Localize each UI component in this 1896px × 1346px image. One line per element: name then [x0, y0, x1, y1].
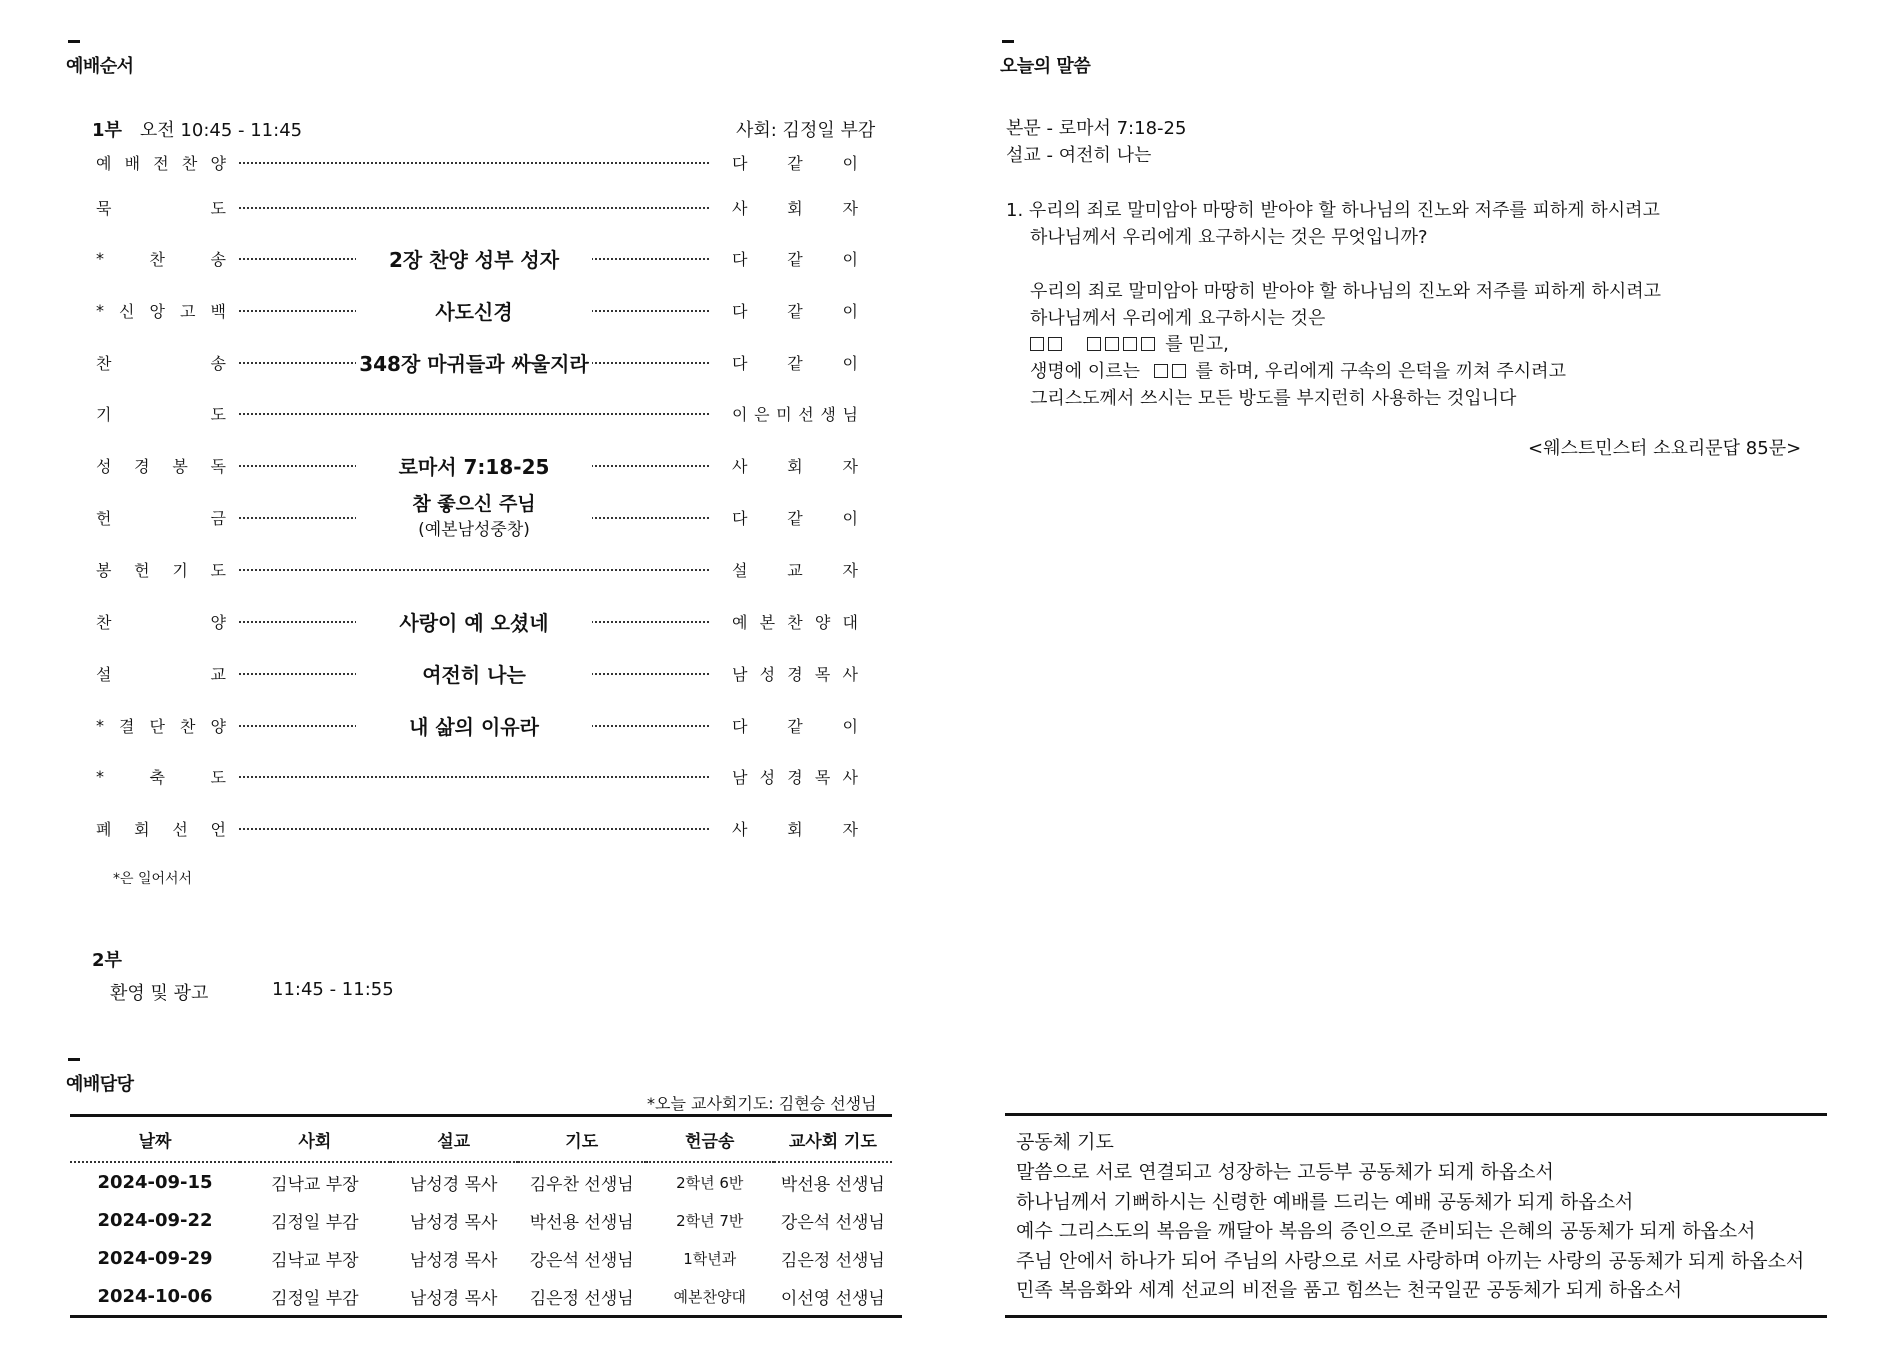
- blank-box-icon: [1087, 334, 1159, 355]
- duty-cell: 김우찬 선생님: [529, 1174, 634, 1195]
- order-item-leader: 다 같 이: [732, 353, 858, 373]
- duty-header-cell: 설교: [390, 1117, 518, 1162]
- duty-cell: 1학년과: [683, 1249, 737, 1268]
- part2-item: 환영 및 광고: [110, 983, 209, 1004]
- duty-table: [70, 1117, 892, 1315]
- duty-cell: 남성경 목사: [409, 1288, 498, 1309]
- order-item-label: 예 배 전 찬 양: [96, 153, 226, 173]
- order-item: [96, 148, 864, 176]
- table-row: [70, 1239, 892, 1277]
- prayer-line: 민족 복음화와 세계 선교의 비전을 품고 힘쓰는 천국일꾼 공동체가 되게 하옵소서: [1016, 1279, 1683, 1301]
- order-item: [96, 659, 864, 687]
- catechism-question-line1: 1. 우리의 죄로 말미암아 마땅히 받아야 할 하나님의 진노와 저주를 피하게 하시려고: [1006, 200, 1660, 221]
- standing-note: *은 일어서서: [113, 871, 193, 887]
- catechism-question-line2: 하나님께서 우리에게 요구하시는 것은 무엇입니까?: [1030, 227, 1428, 248]
- catechism-answer-line1: 우리의 죄로 말미암아 마땅히 받아야 할 하나님의 진노와 저주를 피하게 하시려고: [1030, 281, 1662, 302]
- prayer-bottom-rule: [1005, 1315, 1827, 1318]
- order-item-label: 찬 양: [96, 612, 226, 632]
- duty-header-cell: 날짜: [70, 1117, 240, 1162]
- order-item-label: 헌 금: [96, 508, 226, 528]
- section-marker: [68, 1058, 80, 1061]
- duty-header-cell: 기도: [518, 1117, 646, 1162]
- sermon-title: 설교 - 여전히 나는: [1006, 145, 1152, 166]
- duty-cell: 남성경 목사: [409, 1174, 498, 1195]
- duty-header-cell: 사회: [240, 1117, 390, 1162]
- duty-cell: 이선영 선생님: [780, 1288, 885, 1309]
- order-item: [96, 348, 864, 376]
- duty-cell: 강은석 선생님: [529, 1250, 634, 1271]
- duty-cell: 김낙교 부장: [271, 1250, 359, 1271]
- order-item: [96, 451, 864, 479]
- catechism-answer-line3: 를 믿고,: [1030, 331, 1229, 358]
- dotted-leader: [239, 569, 709, 571]
- order-item-label: 기 도: [96, 404, 226, 424]
- table-row: [70, 1277, 892, 1315]
- table-row: [70, 1201, 892, 1239]
- duty-cell: 2학년 6반: [676, 1173, 744, 1192]
- dotted-leader: [239, 162, 709, 164]
- order-item-label: 설 교: [96, 664, 226, 684]
- order-item-content: 사도신경: [356, 296, 592, 324]
- order-item-label: 폐 회 선 언: [96, 819, 226, 839]
- duty-cell: 박선용 선생님: [780, 1174, 885, 1195]
- prayer-title: 공동체 기도: [1016, 1131, 1114, 1153]
- blank-box-icon: [1030, 334, 1066, 355]
- order-item-leader: 사 회 자: [732, 198, 858, 218]
- order-item-leader: 다 같 이: [732, 716, 858, 736]
- order-item-leader: 이 은 미 선 생 님: [732, 404, 858, 424]
- order-item: [96, 762, 864, 790]
- dotted-leader: [239, 776, 709, 778]
- order-item: [96, 814, 864, 842]
- duty-section-title: 예배담당: [66, 1074, 134, 1095]
- order-item-leader: 설 교 자: [732, 560, 858, 580]
- order-item-content: 348장 마귀들과 싸울지라: [356, 348, 592, 376]
- catechism-answer-line5: 그리스도께서 쓰시는 모든 방도를 부지런히 사용하는 것입니다: [1030, 388, 1517, 409]
- duty-cell: 김정일 부감: [271, 1212, 359, 1233]
- order-item-label: 봉 헌 기 도: [96, 560, 226, 580]
- prayer-line: 주님 안에서 하나가 되어 주님의 사랑으로 서로 사랑하며 아끼는 사랑의 공동체가 되게 하옵소서: [1016, 1249, 1805, 1272]
- duty-cell: 2학년 7반: [676, 1211, 744, 1230]
- order-item: [96, 296, 864, 324]
- duty-cell: 2024-10-06: [97, 1285, 213, 1307]
- duty-cell: 2024-09-15: [97, 1171, 213, 1193]
- table-row: [70, 1162, 892, 1201]
- duty-table-header: [70, 1117, 892, 1162]
- word-section-title: 오늘의 말씀: [1000, 56, 1091, 77]
- order-item: [96, 193, 864, 221]
- order-item-leader: 다 같 이: [732, 508, 858, 528]
- duty-header-cell: 교사회 기도: [774, 1117, 892, 1162]
- dotted-leader: [239, 828, 709, 830]
- order-item-label: 성 경 봉 독: [96, 456, 226, 476]
- dotted-leader: [239, 207, 709, 209]
- order-item: [96, 607, 864, 635]
- section-marker: [68, 40, 80, 43]
- section-marker: [1002, 40, 1014, 43]
- order-item: [96, 244, 864, 272]
- part2-label: 2부: [92, 950, 122, 971]
- duty-prayer-note: *오늘 교사회기도: 김현승 선생님: [647, 1094, 877, 1113]
- prayer-line: 말씀으로 서로 연결되고 성장하는 고등부 공동체가 되게 하옵소서: [1016, 1161, 1554, 1183]
- order-item-leader: 사 회 자: [732, 456, 858, 476]
- order-item-label: 묵 도: [96, 198, 226, 218]
- order-item-content: 로마서 7:18-25: [356, 451, 592, 479]
- order-item-leader: 사 회 자: [732, 819, 858, 839]
- prayer-top-rule: [1005, 1113, 1827, 1116]
- duty-cell: 남성경 목사: [409, 1212, 498, 1233]
- order-item-label: * 찬 송: [96, 248, 226, 269]
- blank-box-icon: [1154, 361, 1190, 382]
- part1-time: 오전 10:45 - 11:45: [139, 120, 303, 141]
- order-item-content: 사랑이 예 오셨네: [356, 607, 592, 635]
- duty-cell: 2024-09-29: [97, 1247, 213, 1269]
- part1-label: 1부: [92, 120, 122, 141]
- catechism-answer-line4: 생명에 이르는 를 하며, 우리에게 구속의 은덕을 끼쳐 주시려고: [1030, 361, 1566, 382]
- duty-cell: 김은정 선생님: [780, 1250, 885, 1271]
- duty-cell: 남성경 목사: [409, 1250, 498, 1271]
- order-item-content: 내 삶의 이유라: [356, 711, 592, 739]
- duty-cell: 강은석 선생님: [780, 1212, 885, 1233]
- part1-host: 사회: 김정일 부감: [736, 120, 876, 141]
- order-item: [96, 493, 864, 540]
- scripture-text: 본문 - 로마서 7:18-25: [1006, 118, 1187, 139]
- order-item: [96, 711, 864, 739]
- order-item-leader: 예 본 찬 양 대: [732, 612, 858, 632]
- duty-table-body: [70, 1162, 892, 1315]
- order-item-leader: 남 성 경 목 사: [732, 767, 858, 787]
- dotted-leader: [239, 413, 709, 415]
- part1-header: [92, 116, 302, 142]
- prayer-line: 예수 그리스도의 복음을 깨달아 복음의 증인으로 준비되는 은혜의 공동체가 되게 하옵소서: [1016, 1220, 1756, 1242]
- duty-cell: 김낙교 부장: [271, 1174, 359, 1195]
- prayer-line: 하나님께서 기뻐하시는 신령한 예배를 드리는 예배 공동체가 되게 하옵소서: [1016, 1190, 1634, 1213]
- duty-header-cell: 헌금송: [646, 1117, 774, 1162]
- order-item-label: 찬 송: [96, 353, 226, 373]
- order-item-leader: 다 같 이: [732, 153, 858, 173]
- part2-time: 11:45 - 11:55: [272, 979, 394, 1000]
- duty-cell: 박선용 선생님: [529, 1212, 634, 1233]
- catechism-source: <웨스트민스터 소요리문답 85문>: [1528, 438, 1802, 459]
- order-item-leader: 다 같 이: [732, 249, 858, 269]
- duty-bottom-rule: [70, 1315, 902, 1318]
- duty-cell: 예본찬양대: [673, 1287, 746, 1306]
- duty-cell: 김은정 선생님: [529, 1288, 634, 1309]
- order-item-content: 여전히 나는: [356, 659, 592, 687]
- order-item-label: * 신 앙 고 백: [96, 300, 226, 321]
- order-item-leader: 남 성 경 목 사: [732, 664, 858, 684]
- order-item-content: 참 좋으신 주님 (예본남성중창): [356, 490, 592, 544]
- order-item: [96, 399, 864, 427]
- catechism-answer-line2: 하나님께서 우리에게 요구하시는 것은: [1030, 308, 1326, 329]
- duty-cell: 김정일 부감: [271, 1288, 359, 1309]
- order-item: [96, 555, 864, 583]
- order-item-label: * 결 단 찬 양: [96, 715, 226, 736]
- order-item-label: * 축 도: [96, 766, 226, 787]
- order-item-content: 2장 찬양 성부 성자: [356, 244, 592, 272]
- order-item-leader: 다 같 이: [732, 301, 858, 321]
- order-section-title: 예배순서: [66, 56, 134, 77]
- duty-cell: 2024-09-22: [97, 1209, 213, 1231]
